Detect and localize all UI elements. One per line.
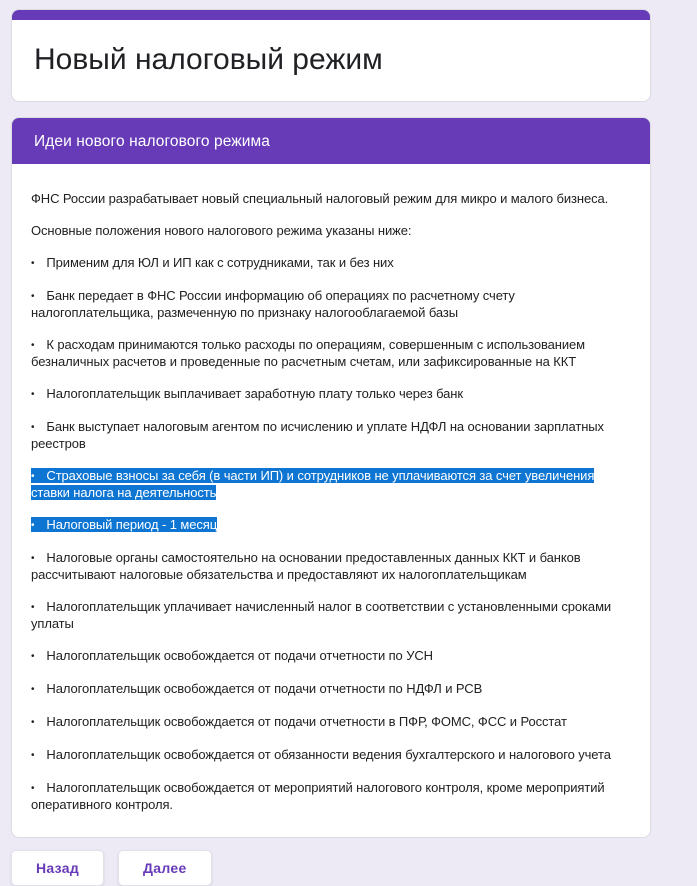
form-title-card — [11, 9, 651, 102]
bullet-marker: • — [31, 783, 35, 794]
bullet-item: • Банк выступает налоговым агентом по исчислению и уплате НДФЛ на основании зарплатных реестров — [31, 419, 604, 451]
bullet-item: • Налогоплательщик освобождается от мероприятий налогового контроля, кроме мероприятий оперативного контроля. — [31, 780, 605, 812]
bullet-marker: • — [31, 602, 35, 613]
bullet-item: • Налогоплательщик уплачивает начисленный налог в соответствии с установленными сроками уплаты — [31, 599, 612, 631]
bullet-item: • Банк передает в ФНС России информацию об операциях по расчетному счету налогоплательщика, размеченную по признаку налогооблагаемой базы — [31, 288, 515, 320]
bullet-item: • Налогоплательщик освобождается от подачи отчетности по НДФЛ и РСВ — [31, 681, 483, 696]
selected-text: • Налоговый период - 1 месяц — [31, 517, 218, 532]
form-navigation — [11, 850, 697, 886]
paragraph: ФНС России разрабатывает новый специальный налоговый режим для микро и малого бизнеса. — [31, 191, 609, 206]
bullet-item: • Налоговые органы самостоятельно на основании предоставленных данных ККТ и банков рассчитывают налоговые обязательства и предоставляют их налогоплательщикам — [31, 550, 581, 582]
bullet-marker: • — [31, 684, 35, 695]
bullet-item: • Налогоплательщик выплачивает заработную плату только через банк — [31, 386, 463, 401]
bullet-item: • Применим для ЮЛ и ИП как с сотрудниками, так и без них — [31, 255, 394, 270]
bullet-item — [31, 517, 630, 534]
bullet-marker: • — [31, 520, 35, 531]
form-section-card — [11, 117, 651, 838]
form-title: Новый налоговый режим — [34, 43, 383, 76]
bullet-marker: • — [31, 553, 35, 564]
bullet-marker: • — [31, 651, 35, 662]
bullet-marker: • — [31, 291, 35, 302]
back-button[interactable]: Назад — [11, 850, 104, 886]
bullet-marker: • — [31, 258, 35, 269]
section-description — [12, 164, 650, 837]
selected-text: • Страховые взносы за себя (в части ИП) и сотрудников не уплачиваются за счет увеличения ставки налога на деятельность — [31, 468, 595, 500]
bullet-marker: • — [31, 340, 35, 351]
bullet-item: • Налогоплательщик освобождается от подачи отчетности по УСН — [31, 648, 433, 663]
bullet-marker: • — [31, 422, 35, 433]
next-button[interactable]: Далее — [118, 850, 212, 886]
bullet-item — [31, 468, 630, 501]
bullet-item: • Налогоплательщик освобождается от обязанности ведения бухгалтерского и налогового учета — [31, 747, 611, 762]
bullet-item: • Налогоплательщик освобождается от подачи отчетности в ПФР, ФОМС, ФСС и Росстат — [31, 714, 567, 729]
paragraph: Основные положения нового налогового режима указаны ниже: — [31, 223, 412, 238]
bullet-marker: • — [31, 750, 35, 761]
bullet-marker: • — [31, 389, 35, 400]
section-header: Идеи нового налогового режима — [12, 118, 650, 164]
bullet-marker: • — [31, 471, 35, 482]
bullet-item: • К расходам принимаются только расходы по операциям, совершенным с использованием безналичных расчетов и проведенные по расчетным счетам, или зафиксированные на ККТ — [31, 337, 585, 369]
bullet-marker: • — [31, 717, 35, 728]
card-accent-topbar — [12, 10, 650, 20]
